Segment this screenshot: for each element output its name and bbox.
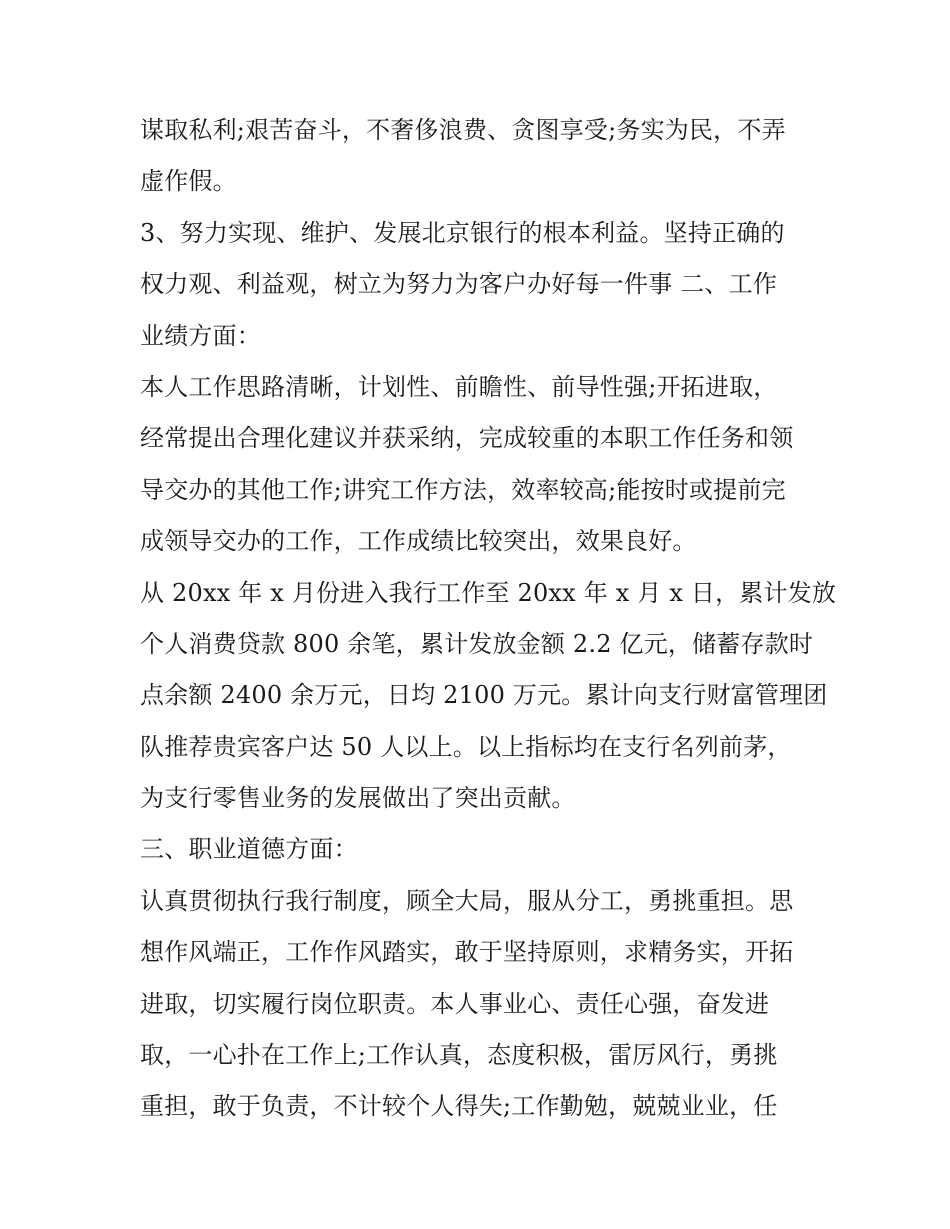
text-line: 取，一心扑在工作上;工作认真，态度积极，雷厉风行，勇挑 xyxy=(140,1041,778,1070)
text-line: 成领导交办的工作，工作成绩比较突出，效果良好。 xyxy=(140,527,697,556)
text-line: 3、努力实现、维护、发展北京银行的根本利益。坚持正确的 xyxy=(140,218,785,247)
text-line: 经常提出合理化建议并获采纳，完成较重的本职工作任务和领 xyxy=(140,424,794,453)
text-line: 想作风端正，工作作风踏实，敢于坚持原则，求精务实，开拓 xyxy=(140,938,794,967)
text-line: 谋取私利;艰苦奋斗，不奢侈浪费、贪图享受;务实为民，不弄 xyxy=(140,116,786,144)
text-line: 重担，敢于负责，不计较个人得失;工作勤勉，兢兢业业，任 xyxy=(140,1092,778,1121)
section-heading-line: 业绩方面： xyxy=(140,321,261,350)
text-line: 权力观、利益观，树立为努力为客户办好每一件事 二、工作 xyxy=(140,270,778,299)
text-line: 本人工作思路清晰，计划性、前瞻性、前导性强;开拓进取， xyxy=(140,372,778,401)
section-heading: 三、职业道德方面： xyxy=(140,835,358,864)
text-line: 从 20xx 年 x 月份进入我行工作至 20xx 年 x 月 x 日，累计发放 xyxy=(140,578,837,607)
text-line: 认真贯彻执行我行制度，顾全大局，服从分工，勇挑重担。思 xyxy=(140,886,794,915)
text-line: 队推荐贵宾客户达 50 人以上。以上指标均在支行名列前茅， xyxy=(140,732,792,761)
document-body xyxy=(140,105,837,1133)
text-line: 点余额 2400 余万元，日均 2100 万元。累计向支行财富管理团 xyxy=(140,681,828,710)
text-line: 个人消费贷款 800 余笔，累计发放金额 2.2 亿元，储蓄存款时 xyxy=(140,629,814,658)
text-line: 导交办的其他工作;讲究工作方法，效率较高;能按时或提前完 xyxy=(140,475,786,504)
text-line: 进取，切实履行岗位职责。本人事业心、责任心强，奋发进 xyxy=(140,989,770,1018)
text-line: 虚作假。 xyxy=(140,167,237,196)
text-line: 为支行零售业务的发展做出了突出贡献。 xyxy=(140,784,576,813)
